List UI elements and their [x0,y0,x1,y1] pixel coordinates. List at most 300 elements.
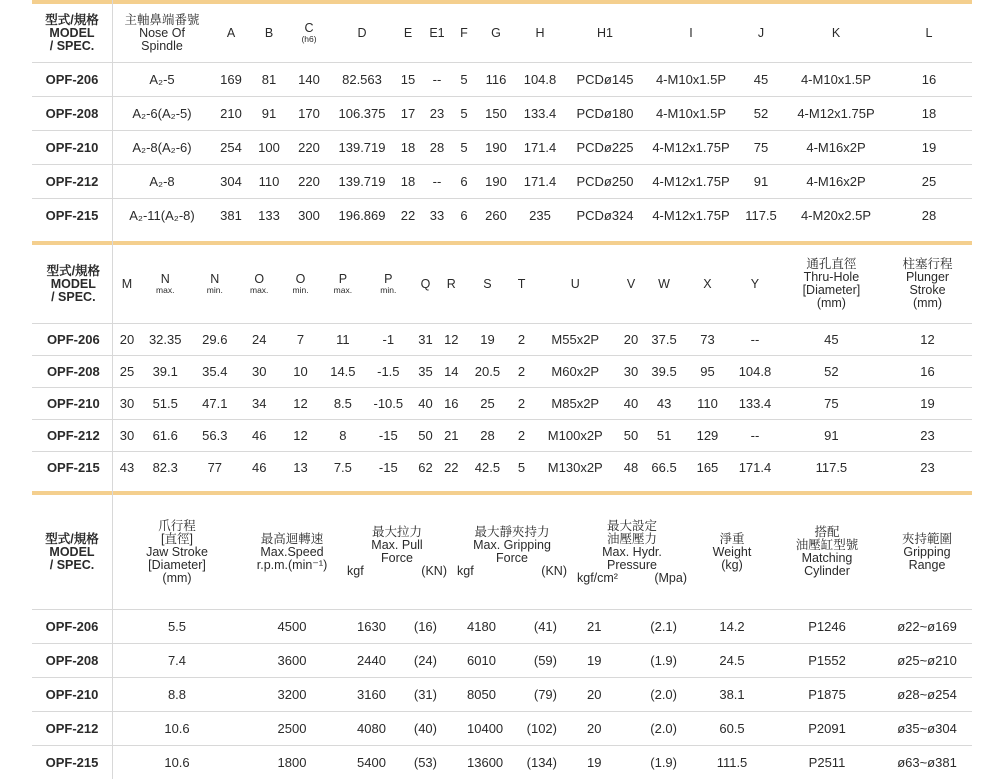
value-cell: (16) [413,618,437,634]
column-header [112,496,242,609]
value-cell: 1630 [357,618,386,634]
column-header [288,5,330,62]
value-cell: (2.0) [650,720,677,736]
value-cell: (79) [533,686,557,702]
performance-table [32,496,972,779]
model-cell: OPF-215 [32,198,112,232]
value-cell: 38.1 [692,677,772,711]
table-row [32,96,972,130]
value-cell: 13600 [467,754,504,770]
value-cell: 4-M12x1.75P [646,164,736,198]
value-cell: 19 [464,323,512,355]
column-header-line: K [831,25,841,40]
value-cell: 52 [736,96,786,130]
value-cell: 16 [886,62,972,96]
value-cell: -- [422,62,452,96]
value-cell: 170 [288,96,330,130]
value-cell: 91 [250,96,288,130]
column-header-units [453,565,571,578]
value-cell: 14 [439,355,464,387]
value-cell: 12 [280,387,321,419]
value-cell: 32.35 [139,323,191,355]
value-cell: 4-M10x1.5P [646,62,736,96]
value-cell: 22 [394,198,422,232]
value-cell: 4-M12x1.75P [786,96,886,130]
value-cell: 2500 [242,711,342,745]
value-cell: 43 [643,387,684,419]
column-header-line: Force [496,551,528,566]
column-header-line: U [570,276,580,291]
model-header [32,246,115,323]
value-cell: 30 [115,419,140,451]
model-cell: OPF-212 [32,164,112,198]
value-cell: 110 [250,164,288,198]
value-cell: 171.4 [516,130,564,164]
value-cell: 104.8 [730,355,780,387]
column-header-line: 通孔直徑 [806,257,857,272]
value-cell: 381 [212,198,250,232]
column-header-line: (mm) [912,296,943,311]
value-cell: 77 [191,451,239,483]
column-header-line: Max.Speed [260,544,324,559]
value-cell: 20 [619,323,644,355]
value-cell: (40) [413,720,437,736]
value-cell: 75 [780,387,883,419]
value-cell: 220 [288,130,330,164]
column-header [883,246,972,323]
column-header [464,246,512,323]
model-header-line: MODEL [50,276,96,291]
column-header [242,496,342,609]
value-cell: P1552 [772,643,882,677]
value-cell: 139.719 [330,130,394,164]
column-header [780,246,883,323]
column-header-line: E1 [429,25,445,40]
value-cell: 11 [321,323,364,355]
table-row [32,323,972,355]
value-cell: (31) [413,686,437,702]
table-row [32,745,972,779]
value-cell: A₂-11(A₂-8) [112,198,212,232]
value-cell: PCDø250 [564,164,646,198]
column-header-line: M [121,276,133,291]
model-cell: OPF-208 [32,96,112,130]
dimension-table-1 [32,5,972,232]
value-cell: 13 [280,451,321,483]
column-header-line: [Diameter] [802,283,861,298]
value-cell: 171.4 [730,451,780,483]
column-header-line: (mm) [162,570,192,585]
column-header-line: (kg) [721,557,743,572]
value-cell: -1 [365,323,413,355]
model-cell: OPF-215 [32,745,112,779]
value-cell: 31 [412,323,439,355]
column-header-line: O [254,272,265,287]
column-header-line: P [338,272,348,287]
column-header-line: 淨重 [719,531,745,546]
value-cell: 51.5 [139,387,191,419]
value-cell: 25 [464,387,512,419]
value-cell: 8 [321,419,364,451]
column-header [572,496,692,609]
value-cell: 106.375 [330,96,394,130]
column-header-sub: min. [380,285,397,296]
value-cell: 46 [239,451,280,483]
value-cell: P1246 [772,609,882,643]
value-cell: 210 [212,96,250,130]
value-cell: 21 [439,419,464,451]
column-header-line: 爪行程 [158,518,196,533]
model-cell: OPF-212 [32,711,112,745]
column-header [685,246,730,323]
value-cell: 40 [619,387,644,419]
column-header-unit: (Mpa) [654,570,687,585]
value-cell: 4-M10x1.5P [646,96,736,130]
value-cell: (2.1) [650,618,677,634]
value-cell: 100 [250,130,288,164]
value-cell: 56.3 [191,419,239,451]
value-cell: PCDø324 [564,198,646,232]
column-header-line: 最大設定 [606,518,657,533]
value-cell: 47.1 [191,387,239,419]
model-cell: OPF-215 [32,451,115,483]
model-header-line: / SPEC. [51,289,96,304]
column-header-units [343,565,451,578]
value-cell: (1.9) [650,754,677,770]
column-header-line: Q [420,276,431,291]
value-cell: 6 [452,164,476,198]
value-cell: 33 [422,198,452,232]
value-cell: 4-M16x2P [786,130,886,164]
value-cell: 220 [288,164,330,198]
value-cell: 39.1 [139,355,191,387]
column-header-line: Weight [712,544,752,559]
value-cell: 24.5 [692,643,772,677]
value-cell: 30 [239,355,280,387]
model-header-line: MODEL [49,25,95,40]
value-cell: 62 [412,451,439,483]
model-cell: OPF-212 [32,419,115,451]
value-cell: 51 [643,419,684,451]
value-cell: 10.6 [112,745,242,779]
value-cell: 8.8 [112,677,242,711]
value-cell: (134) [526,754,557,770]
value-cell: P2511 [772,745,882,779]
table-row [32,419,972,451]
column-header [511,246,532,323]
value-cell: 10.6 [112,711,242,745]
value-cell: 254 [212,130,250,164]
column-header-line: O [295,272,306,287]
column-header-line: 夾持範圍 [901,531,952,546]
column-header-line: Plunger [905,270,950,285]
value-cell: 3160 [357,686,386,702]
value-cell: 190 [476,130,516,164]
value-cell: 2 [511,387,532,419]
column-header-line: R [446,276,456,291]
value-cell: 18 [394,164,422,198]
column-header [882,496,972,609]
value-cell: 5 [452,62,476,96]
value-cell: 4080 [357,720,386,736]
value-cell: 8.5 [321,387,364,419]
column-header [452,496,572,609]
value-cell: 23 [883,451,972,483]
value-cell: 165 [685,451,730,483]
table-row [32,451,972,483]
value-cell: 6 [452,198,476,232]
value-cell: 2 [511,419,532,451]
column-header [212,5,250,62]
value-cell: 4-M10x1.5P [786,62,886,96]
value-cell: 61.6 [139,419,191,451]
value-cell: PCDø225 [564,130,646,164]
model-header-line: 型式/規格 [45,531,99,546]
column-header [619,246,644,323]
value-pair-cell [572,609,692,643]
value-cell: 48 [619,451,644,483]
value-cell: 23 [422,96,452,130]
value-cell: 5 [511,451,532,483]
column-header-unit: (KN) [421,564,447,579]
value-cell: 260 [476,198,516,232]
model-cell: OPF-210 [32,387,115,419]
column-header-line: Matching [801,551,853,566]
value-cell: 117.5 [780,451,883,483]
value-cell: 4-M12x1.75P [646,130,736,164]
value-cell: ø63~ø381 [882,745,972,779]
separator-2 [32,491,972,495]
column-header-sub: max. [333,285,353,296]
model-cell: OPF-210 [32,677,112,711]
column-header [191,246,239,323]
column-header-line: 油壓缸型號 [795,538,859,553]
column-header-line: Max. Pull [371,538,423,553]
value-cell: 16 [439,387,464,419]
value-cell: ø28~ø254 [882,677,972,711]
column-header [646,5,736,62]
value-cell: 4180 [467,618,496,634]
model-header-line: 型式/規格 [45,12,99,27]
table-row [32,355,972,387]
value-cell: 39.5 [643,355,684,387]
table-row [32,387,972,419]
value-cell: 22 [439,451,464,483]
column-header-line: Y [750,276,760,291]
value-cell: 43 [115,451,140,483]
column-header [412,246,439,323]
value-cell: 7.4 [112,643,242,677]
value-cell: 3600 [242,643,342,677]
value-cell: -10.5 [365,387,413,419]
column-header-line: D [357,25,367,40]
column-header [330,5,394,62]
column-header-line: 主軸鼻端番號 [124,12,200,27]
value-cell: -- [422,164,452,198]
value-cell: 300 [288,198,330,232]
value-cell: M85x2P [532,387,619,419]
value-cell: 60.5 [692,711,772,745]
value-cell: 66.5 [643,451,684,483]
column-header [112,5,212,62]
column-header-line: Cylinder [804,564,850,579]
model-header-line: 型式/規格 [46,263,101,278]
column-header-line: Max. Hydr. [602,544,662,559]
column-header-line: V [626,276,636,291]
value-cell: 35.4 [191,355,239,387]
value-cell: 46 [239,419,280,451]
column-header-line: T [517,276,526,291]
column-header [365,246,413,323]
column-header-line: S [483,276,492,291]
column-header-line: B [264,25,274,40]
value-cell: 133 [250,198,288,232]
model-cell: OPF-206 [32,609,112,643]
value-cell: 21 [587,618,602,634]
column-header [886,5,972,62]
value-cell: -1.5 [365,355,413,387]
value-cell: 28 [422,130,452,164]
value-cell: 5400 [357,754,386,770]
value-cell: A₂-8 [112,164,212,198]
value-cell: 14.2 [692,609,772,643]
column-header-line: J [757,25,765,40]
value-cell: 23 [883,419,972,451]
value-cell: 40 [412,387,439,419]
value-cell: 4-M12x1.75P [646,198,736,232]
value-cell: 12 [883,323,972,355]
model-header-line: MODEL [49,544,95,559]
value-cell: M130x2P [532,451,619,483]
value-pair-cell [452,643,572,677]
model-cell: OPF-208 [32,355,115,387]
value-cell: 150 [476,96,516,130]
column-header-sub: min. [292,285,309,296]
value-cell: 50 [619,419,644,451]
column-header [439,246,464,323]
value-cell: 2 [511,355,532,387]
value-cell: 30 [619,355,644,387]
value-cell: 34 [239,387,280,419]
value-pair-cell [452,609,572,643]
value-cell: 91 [780,419,883,451]
value-cell: 133.4 [730,387,780,419]
value-cell: 20 [587,686,602,702]
value-cell: 16 [883,355,972,387]
value-cell: (1.9) [650,652,677,668]
value-cell: 190 [476,164,516,198]
table-row [32,609,972,643]
value-cell: 19 [883,387,972,419]
value-pair-cell [342,609,452,643]
value-cell: 29.6 [191,323,239,355]
column-header [476,5,516,62]
value-cell: ø35~ø304 [882,711,972,745]
column-header [139,246,191,323]
model-cell: OPF-210 [32,130,112,164]
value-pair-cell [452,745,572,779]
value-cell: 12 [280,419,321,451]
value-cell: ø25~ø210 [882,643,972,677]
value-cell: 19 [587,754,602,770]
column-header-unit: kgf [347,564,364,579]
column-header-line: Thru-Hole [803,270,860,285]
value-cell: 110 [685,387,730,419]
column-header-unit: kgf/cm² [577,570,618,585]
column-header-line: [直徑] [161,531,193,546]
value-cell: 45 [780,323,883,355]
column-header-line: 搭配 [814,525,840,540]
column-header-line: Jaw Stroke [146,544,208,559]
column-header [250,5,288,62]
table-row [32,643,972,677]
value-cell: 42.5 [464,451,512,483]
column-header [643,246,684,323]
table-row [32,62,972,96]
column-header-line: 最大靜夾持力 [474,525,550,540]
value-cell: 6010 [467,652,496,668]
column-header-line: 油壓壓力 [606,531,657,546]
value-cell: 5 [452,130,476,164]
table-row [32,711,972,745]
model-cell: OPF-206 [32,62,112,96]
value-cell: 7 [280,323,321,355]
column-header-line: [Diameter] [148,557,206,572]
value-cell: -- [730,323,780,355]
column-header-line: W [658,276,670,291]
value-cell: M100x2P [532,419,619,451]
column-header-line: 最大拉力 [371,525,422,540]
column-header-line: Range [908,557,946,572]
value-cell: 52 [780,355,883,387]
column-header-sub: (h6) [301,34,317,45]
column-header-line: X [703,276,712,291]
column-header-sub: min. [206,285,223,296]
column-header [730,246,780,323]
value-cell: 50 [412,419,439,451]
value-cell: -- [730,419,780,451]
value-cell: 129 [685,419,730,451]
value-cell: 17 [394,96,422,130]
column-header [786,5,886,62]
column-header-line: F [460,25,468,40]
value-cell: (102) [526,720,557,736]
value-cell: 140 [288,62,330,96]
column-header-sub: max. [156,285,175,296]
value-cell: 7.5 [321,451,364,483]
value-cell: 20 [587,720,602,736]
column-header [321,246,364,323]
value-cell: 12 [439,323,464,355]
column-header-line: Max. Gripping [473,538,551,553]
column-header-line: G [491,25,501,40]
value-pair-cell [572,711,692,745]
table-row [32,677,972,711]
value-cell: PCDø180 [564,96,646,130]
column-header-line: E [403,25,413,40]
value-cell: 2 [511,323,532,355]
value-cell: 14.5 [321,355,364,387]
column-header-units [573,572,691,585]
value-cell: (59) [533,652,557,668]
value-cell: 28 [464,419,512,451]
value-pair-cell [452,677,572,711]
column-header-line: 柱塞行程 [902,257,953,272]
value-pair-cell [342,643,452,677]
value-cell: (41) [533,618,557,634]
model-header [32,5,112,62]
model-cell: OPF-208 [32,643,112,677]
